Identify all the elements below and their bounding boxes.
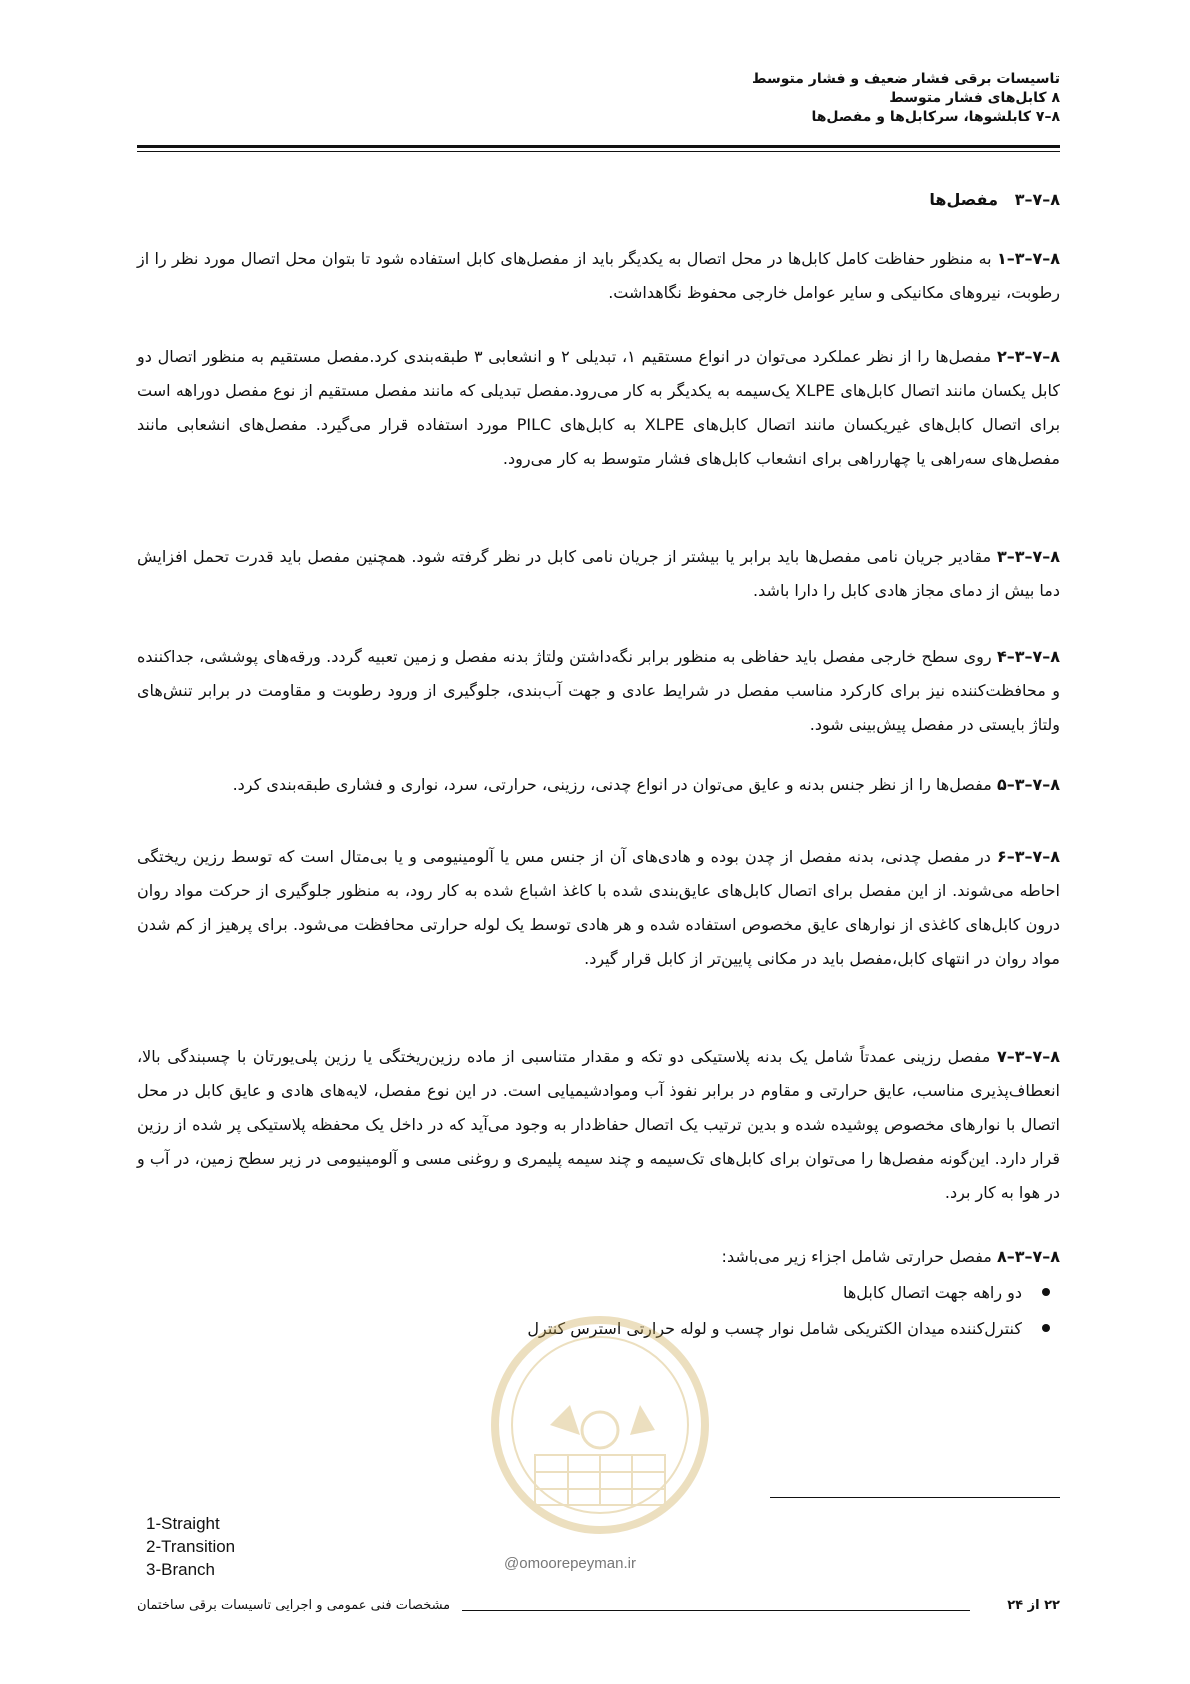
header-line-2: ۸ کابل‌های فشار متوسط bbox=[889, 90, 1060, 106]
section-heading: مفصل‌ها bbox=[929, 190, 998, 209]
page-number: ۲۲ از ۲۴ bbox=[1007, 1598, 1060, 1613]
section-number: ۸–۷–۳ bbox=[1014, 190, 1060, 209]
footnote-1: 1-Straight bbox=[146, 1514, 220, 1533]
header-line-1: تاسیسات برقی فشار ضعیف و فشار متوسط bbox=[751, 71, 1060, 87]
paragraph-number: ۸–۷–۳–۳ bbox=[996, 547, 1060, 566]
paragraph-text: مفصل‌ها را از نظر جنس بدنه و عایق می‌توان در انواع چدنی، رزینی، حرارتی، سرد، نواری و فشاری طبقه‌بندی کرد. bbox=[232, 775, 997, 794]
footer-title: مشخصات فنی عمومی و اجرایی تاسیسات برقی ساختمان bbox=[137, 1598, 451, 1613]
paragraph-text: مفصل رزینی عمدتاً شامل یک بدنه پلاستیکی دو تکه و مقدار متناسبی از ماده رزین‌ریختگی یا رزین پلی‌یورتان با چسبندگی بالا، انعطاف‌پذیری مناسب، عایق حرارتی و مقاوم در برابر نفوذ آب وموادشیمیایی است. در این نوع مفصل، لایه‌های هادی و عایق کابل در محل اتصال با نوارهای مخصوص پوشیده شده و بدین ترتیب یک اتصال حفاظ‌دار به وجود می‌آید که در داخل یک محفظه پلاستیکی پر شده از رزین قرار دارد. این‌گونه مفصل‌ها را می‌توان برای کابل‌های تک‌سیمه و چند سیمه پلیمری و روغنی مسی و آلومینیومی در زیر سطح زمین، در آب و در هوا به کار برد. bbox=[137, 1047, 1060, 1202]
paragraph-4 bbox=[137, 640, 1060, 742]
list-item-text: کنترل‌کننده میدان الکتریکی شامل نوار چسب و لوله حرارتی استرس کنترل bbox=[527, 1319, 1022, 1338]
paragraph-number: ۸–۷–۳–۱ bbox=[996, 249, 1060, 268]
footnote-3: 3-Branch bbox=[146, 1560, 215, 1579]
header-rule-thick bbox=[137, 145, 1060, 148]
paragraph-text: مقادیر جریان نامی مفصل‌ها باید برابر یا بیشتر از جریان نامی کابل در نظر گرفته شود. همچنین مفصل باید قدرت تحمل افزایش دما بیش از دمای مجاز هادی کابل را دارا باشد. bbox=[137, 547, 1060, 600]
footnotes bbox=[146, 1512, 235, 1581]
bullet-icon bbox=[1042, 1288, 1050, 1296]
paragraph-text: در مفصل چدنی، بدنه مفصل از چدن بوده و هادی‌های آن از جنس مس یا آلومینیومی و یا بی‌متال است که توسط رزین ریختگی احاطه می‌شوند. از این مفصل برای اتصال کابل‌های عایق‌بندی شده با کاغذ اشباع شده به کار رود، به منظور جلوگیری از حرکت مواد روان درون کابل‌های کاغذی از نوارهای عایق مخصوص استفاده شده و هر هادی توسط یک لوله حرارتی محافظت می‌شود. برای پرهیز از کم شدن مواد روان در انتهای کابل،مفصل باید در مکانی پایین‌تر از کابل قرار گیرد. bbox=[137, 847, 1060, 968]
footer-rule bbox=[462, 1610, 970, 1611]
paragraph-2 bbox=[137, 340, 1060, 476]
paragraph-number: ۸–۷–۳–۴ bbox=[996, 647, 1060, 666]
paragraph-number: ۸–۷–۳–۶ bbox=[996, 847, 1060, 866]
bullet-icon bbox=[1042, 1324, 1050, 1332]
paragraph-text: روی سطح خارجی مفصل باید حفاظی به منظور برابر نگه‌داشتن ولتاژ بدنه مفصل و زمین تعبیه گردد. ورقه‌های پوششی، جداکننده و محافظت‌کننده نیز برای کارکرد مناسب مفصل در شرایط عادی و جهت آب‌بندی، جلوگیری از ورود رطوبت و مقاومت در برابر تنش‌های ولتاژ بایستی در مفصل پیش‌بینی شود. bbox=[137, 647, 1060, 734]
paragraph-number: ۸–۷–۳–۵ bbox=[996, 775, 1060, 794]
paragraph-6 bbox=[137, 840, 1060, 976]
paragraph-text: مفصل‌ها را از نظر عملکرد می‌توان در انواع مستقیم ۱، تبدیلی ۲ و انشعابی ۳ طبقه‌بندی کرد.مفصل مستقیم به منظور اتصال دو کابل یکسان مانند اتصال کابل‌های XLPE یک‌سیمه به یکدیگر به کار می‌رود.مفصل تبدیلی که مانند مفصل مستقیم از نوع مفصل دوراهه است برای اتصال کابل‌های غیریکسان مانند اتصال کابل‌های XLPE به کابل‌های PILC مورد استفاده قرار می‌گیرد. مفصل‌های انشعابی مانند مفصل‌های سه‌راهی یا چهارراهی برای انشعاب کابل‌های فشار متوسط به کار می‌رود. bbox=[137, 347, 1061, 468]
paragraph-number: ۸–۷–۳–۷ bbox=[996, 1047, 1060, 1066]
header-rule-thin bbox=[137, 151, 1060, 152]
footnote-rule bbox=[770, 1497, 1060, 1498]
watermark-logo-icon bbox=[480, 1305, 720, 1565]
running-header bbox=[752, 70, 1060, 127]
header-line-3: ۸–۷ کابلشوها، سرکابل‌ها و مفصل‌ها bbox=[811, 109, 1060, 125]
paragraph-5 bbox=[137, 768, 1060, 802]
paragraph-number: ۸–۷–۳–۸ bbox=[996, 1247, 1060, 1266]
paragraph-7 bbox=[137, 1040, 1060, 1210]
paragraph-8 bbox=[137, 1240, 1060, 1274]
paragraph-number: ۸–۷–۳–۲ bbox=[996, 347, 1061, 366]
paragraph-text: به منظور حفاظت کامل کابل‌ها در محل اتصال به یکدیگر باید از مفصل‌های کابل استفاده شود تا بتوان محل اتصال مورد نظر را از رطوبت، نیروهای مکانیکی و سایر عوامل خارجی محفوظ نگاهداشت. bbox=[137, 249, 1060, 302]
section-title bbox=[929, 190, 1060, 209]
paragraph-1 bbox=[137, 242, 1060, 310]
paragraph-text: مفصل حرارتی شامل اجزاء زیر می‌باشد: bbox=[721, 1247, 997, 1266]
paragraph-3 bbox=[137, 540, 1060, 608]
footnote-2: 2-Transition bbox=[146, 1537, 236, 1556]
list-item-text: دو راهه جهت اتصال کابل‌ها bbox=[842, 1283, 1022, 1302]
watermark-site: @omoorepeyman.ir bbox=[504, 1555, 636, 1572]
